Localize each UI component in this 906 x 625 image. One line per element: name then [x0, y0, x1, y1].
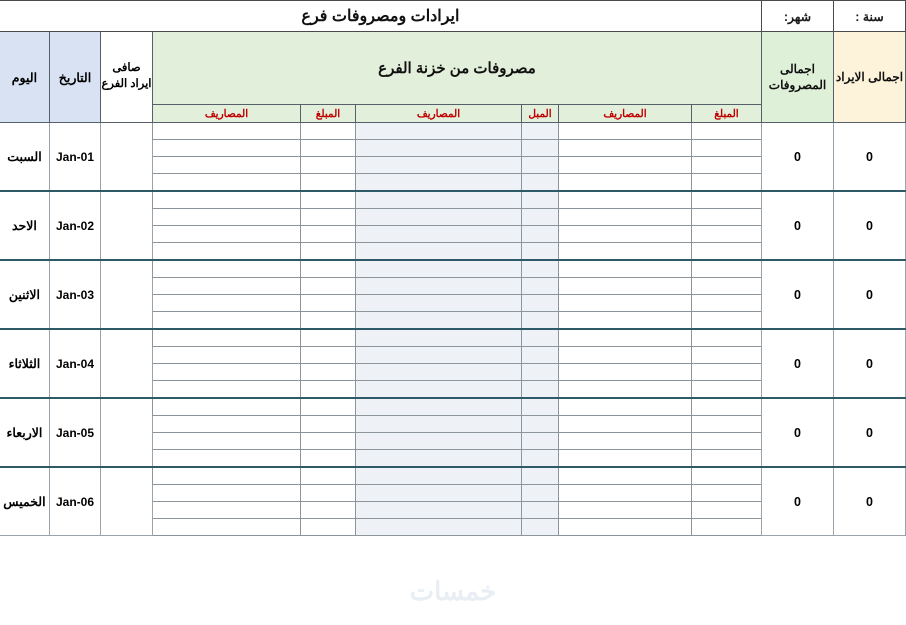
- cell-expense-desc[interactable]: [153, 450, 301, 468]
- cell-expense-desc[interactable]: [153, 243, 301, 261]
- cell-total-expenses[interactable]: 0: [762, 329, 834, 398]
- cell-expense-desc[interactable]: [356, 209, 522, 226]
- cell-expense-desc[interactable]: [153, 226, 301, 243]
- cell-expense-desc[interactable]: [559, 467, 692, 485]
- cell-total-expenses[interactable]: 0: [762, 123, 834, 192]
- cell-amount[interactable]: [522, 347, 559, 364]
- cell-expense-desc[interactable]: [153, 519, 301, 536]
- cell-expense-desc[interactable]: [356, 157, 522, 174]
- cell-expense-desc[interactable]: [153, 398, 301, 416]
- cell-net-revenue[interactable]: [101, 398, 153, 467]
- cell-amount[interactable]: [301, 433, 356, 450]
- cell-expense-desc[interactable]: [559, 157, 692, 174]
- cell-expense-desc[interactable]: [153, 381, 301, 399]
- cell-amount[interactable]: [522, 364, 559, 381]
- cell-amount[interactable]: [301, 140, 356, 157]
- cell-expense-desc[interactable]: [356, 450, 522, 468]
- cell-amount[interactable]: [692, 157, 762, 174]
- cell-date[interactable]: 04-Jan: [50, 329, 101, 398]
- cell-amount[interactable]: [692, 278, 762, 295]
- cell-amount[interactable]: [522, 329, 559, 347]
- cell-total-expenses[interactable]: 0: [762, 398, 834, 467]
- cell-amount[interactable]: [692, 140, 762, 157]
- cell-expense-desc[interactable]: [559, 278, 692, 295]
- cell-total-revenue[interactable]: 0: [834, 467, 906, 536]
- cell-expense-desc[interactable]: [153, 433, 301, 450]
- cell-amount[interactable]: [522, 416, 559, 433]
- cell-expense-desc[interactable]: [153, 209, 301, 226]
- cell-expense-desc[interactable]: [559, 140, 692, 157]
- cell-net-revenue[interactable]: [101, 191, 153, 260]
- title-row: [0, 1, 906, 32]
- year-label-cell: سنة :: [834, 1, 906, 32]
- cell-amount[interactable]: [692, 364, 762, 381]
- cell-expense-desc[interactable]: [559, 260, 692, 278]
- cell-expense-desc[interactable]: [356, 312, 522, 330]
- cell-net-revenue[interactable]: [101, 329, 153, 398]
- cell-expense-desc[interactable]: [153, 329, 301, 347]
- cell-amount[interactable]: [301, 295, 356, 312]
- cell-expense-desc[interactable]: [559, 433, 692, 450]
- cell-amount[interactable]: [692, 485, 762, 502]
- cell-expense-desc[interactable]: [559, 174, 692, 192]
- cell-expense-desc[interactable]: [153, 278, 301, 295]
- cell-amount[interactable]: [301, 226, 356, 243]
- cell-expense-desc[interactable]: [559, 312, 692, 330]
- cell-amount[interactable]: [522, 381, 559, 399]
- cell-amount[interactable]: [692, 381, 762, 399]
- header-day: اليوم: [0, 32, 50, 123]
- cell-expense-desc[interactable]: [356, 485, 522, 502]
- cell-expense-desc[interactable]: [559, 519, 692, 536]
- cell-amount[interactable]: [692, 312, 762, 330]
- cell-amount[interactable]: [522, 174, 559, 192]
- cell-amount[interactable]: [301, 123, 356, 140]
- cell-amount[interactable]: [692, 295, 762, 312]
- cell-net-revenue[interactable]: [101, 260, 153, 329]
- subheader-amount-3: المبلغ: [692, 105, 762, 123]
- subheader-amount-1: المبلغ: [301, 105, 356, 123]
- cell-amount[interactable]: [301, 157, 356, 174]
- cell-day[interactable]: الاحد: [0, 191, 50, 260]
- cell-amount[interactable]: [692, 416, 762, 433]
- cell-amount[interactable]: [301, 260, 356, 278]
- cell-amount[interactable]: [522, 295, 559, 312]
- cell-amount[interactable]: [692, 467, 762, 485]
- cell-day[interactable]: الاربعاء: [0, 398, 50, 467]
- cell-expense-desc[interactable]: [559, 209, 692, 226]
- cell-date[interactable]: 02-Jan: [50, 191, 101, 260]
- cell-total-revenue[interactable]: 0: [834, 191, 906, 260]
- cell-amount[interactable]: [692, 260, 762, 278]
- cell-expense-desc[interactable]: [153, 485, 301, 502]
- cell-amount[interactable]: [692, 209, 762, 226]
- cell-net-revenue[interactable]: [101, 123, 153, 192]
- cell-expense-desc[interactable]: [153, 295, 301, 312]
- cell-amount[interactable]: [692, 519, 762, 536]
- cell-amount[interactable]: [692, 450, 762, 468]
- cell-expense-desc[interactable]: [559, 381, 692, 399]
- cell-expense-desc[interactable]: [356, 502, 522, 519]
- cell-amount[interactable]: [522, 278, 559, 295]
- cell-amount[interactable]: [522, 157, 559, 174]
- cell-expense-desc[interactable]: [153, 191, 301, 209]
- cell-amount[interactable]: [301, 519, 356, 536]
- cell-date[interactable]: 03-Jan: [50, 260, 101, 329]
- cell-expense-desc[interactable]: [153, 364, 301, 381]
- header-net-branch-revenue: صافى ايراد الفرع: [101, 32, 153, 123]
- cell-expense-desc[interactable]: [153, 467, 301, 485]
- cell-amount[interactable]: [522, 191, 559, 209]
- cell-expense-desc[interactable]: [559, 398, 692, 416]
- cell-date[interactable]: 06-Jan: [50, 467, 101, 536]
- cell-expense-desc[interactable]: [559, 329, 692, 347]
- cell-date[interactable]: 05-Jan: [50, 398, 101, 467]
- cell-amount[interactable]: [522, 433, 559, 450]
- cell-amount[interactable]: [301, 347, 356, 364]
- cell-expense-desc[interactable]: [356, 260, 522, 278]
- cell-amount[interactable]: [522, 243, 559, 261]
- cell-expense-desc[interactable]: [559, 485, 692, 502]
- table-row: [0, 329, 906, 347]
- cell-amount[interactable]: [301, 364, 356, 381]
- cell-expense-desc[interactable]: [153, 157, 301, 174]
- cell-amount[interactable]: [522, 140, 559, 157]
- header-date: التاريخ: [50, 32, 101, 123]
- subheader-expenses-1: المصاريف: [153, 105, 301, 123]
- cell-total-expenses[interactable]: 0: [762, 467, 834, 536]
- cell-expense-desc[interactable]: [153, 416, 301, 433]
- subheader-expenses-3: المصاريف: [559, 105, 692, 123]
- cell-amount[interactable]: [301, 467, 356, 485]
- cell-amount[interactable]: [301, 398, 356, 416]
- cell-expense-desc[interactable]: [356, 467, 522, 485]
- cell-total-revenue[interactable]: 0: [834, 329, 906, 398]
- cell-expense-desc[interactable]: [153, 123, 301, 140]
- cell-amount[interactable]: [692, 433, 762, 450]
- cell-amount[interactable]: [522, 519, 559, 536]
- cell-expense-desc[interactable]: [356, 364, 522, 381]
- cell-expense-desc[interactable]: [559, 226, 692, 243]
- cell-amount[interactable]: [692, 243, 762, 261]
- cell-expense-desc[interactable]: [559, 416, 692, 433]
- cell-expense-desc[interactable]: [356, 519, 522, 536]
- table-row: [0, 398, 906, 416]
- cell-expense-desc[interactable]: [356, 278, 522, 295]
- cell-expense-desc[interactable]: [559, 191, 692, 209]
- cell-amount[interactable]: [522, 260, 559, 278]
- cell-expense-desc[interactable]: [356, 243, 522, 261]
- cell-amount[interactable]: [301, 416, 356, 433]
- cell-amount[interactable]: [301, 485, 356, 502]
- cell-expense-desc[interactable]: [153, 502, 301, 519]
- cell-expense-desc[interactable]: [356, 398, 522, 416]
- cell-expense-desc[interactable]: [356, 347, 522, 364]
- header-total-expenses: اجمالى المصروفات: [762, 32, 834, 123]
- cell-net-revenue[interactable]: [101, 467, 153, 536]
- cell-amount[interactable]: [692, 226, 762, 243]
- cell-total-revenue[interactable]: 0: [834, 260, 906, 329]
- cell-expense-desc[interactable]: [356, 433, 522, 450]
- cell-total-revenue[interactable]: 0: [834, 123, 906, 192]
- cell-amount[interactable]: [301, 243, 356, 261]
- table-row: [0, 123, 906, 140]
- table-row: [0, 467, 906, 485]
- table-row: [0, 260, 906, 278]
- cell-day[interactable]: الاثنين: [0, 260, 50, 329]
- cell-amount[interactable]: [692, 123, 762, 140]
- cell-amount[interactable]: [522, 123, 559, 140]
- cell-amount[interactable]: [301, 450, 356, 468]
- cell-expense-desc[interactable]: [356, 123, 522, 140]
- header-row: [0, 32, 906, 105]
- cell-expense-desc[interactable]: [356, 295, 522, 312]
- cell-total-expenses[interactable]: 0: [762, 191, 834, 260]
- watermark: خمسات: [409, 576, 497, 606]
- cell-expense-desc[interactable]: [559, 243, 692, 261]
- cell-amount[interactable]: [522, 226, 559, 243]
- cell-expense-desc[interactable]: [559, 450, 692, 468]
- cell-amount[interactable]: [301, 502, 356, 519]
- cell-expense-desc[interactable]: [559, 295, 692, 312]
- cell-expense-desc[interactable]: [356, 174, 522, 192]
- subheader-amount-2: المبل: [522, 105, 559, 123]
- month-label-cell: شهر:: [762, 1, 834, 32]
- cell-expense-desc[interactable]: [356, 140, 522, 157]
- cell-day[interactable]: السبت: [0, 123, 50, 192]
- cell-expense-desc[interactable]: [559, 123, 692, 140]
- cell-amount[interactable]: [692, 174, 762, 192]
- cell-amount[interactable]: [522, 209, 559, 226]
- cell-expense-desc[interactable]: [153, 140, 301, 157]
- cell-expense-desc[interactable]: [153, 347, 301, 364]
- cell-amount[interactable]: [522, 485, 559, 502]
- header-total-revenue: اجمالى الايراد: [834, 32, 906, 123]
- table-body: [0, 123, 906, 536]
- cell-amount[interactable]: [301, 174, 356, 192]
- cell-amount[interactable]: [301, 209, 356, 226]
- cell-amount[interactable]: [522, 502, 559, 519]
- cell-amount[interactable]: [301, 329, 356, 347]
- cell-amount[interactable]: [692, 191, 762, 209]
- cell-date[interactable]: 01-Jan: [50, 123, 101, 192]
- cell-amount[interactable]: [301, 381, 356, 399]
- cell-expense-desc[interactable]: [153, 312, 301, 330]
- cell-amount[interactable]: [692, 398, 762, 416]
- cell-day[interactable]: الثلاثاء: [0, 329, 50, 398]
- cell-expense-desc[interactable]: [559, 347, 692, 364]
- cell-day[interactable]: الخميس: [0, 467, 50, 536]
- cell-amount[interactable]: [522, 450, 559, 468]
- cell-expense-desc[interactable]: [356, 191, 522, 209]
- subheader-expenses-2: المصاريف: [356, 105, 522, 123]
- cell-expense-desc[interactable]: [356, 416, 522, 433]
- cell-expense-desc[interactable]: [356, 381, 522, 399]
- header-branch-safe-expenses: مصروفات من خزنة الفرع: [153, 32, 762, 105]
- cell-amount[interactable]: [692, 329, 762, 347]
- table-row: [0, 191, 906, 209]
- cell-expense-desc[interactable]: [153, 260, 301, 278]
- cell-amount[interactable]: [301, 191, 356, 209]
- cell-amount[interactable]: [301, 278, 356, 295]
- cell-amount[interactable]: [301, 312, 356, 330]
- cell-amount[interactable]: [692, 502, 762, 519]
- page-title: ايرادات ومصروفات فرع: [0, 1, 762, 32]
- cell-total-revenue[interactable]: 0: [834, 398, 906, 467]
- cell-expense-desc[interactable]: [559, 364, 692, 381]
- cell-amount[interactable]: [522, 312, 559, 330]
- cell-expense-desc[interactable]: [153, 174, 301, 192]
- cell-expense-desc[interactable]: [559, 502, 692, 519]
- cell-amount[interactable]: [522, 398, 559, 416]
- cell-amount[interactable]: [522, 467, 559, 485]
- cell-expense-desc[interactable]: [356, 226, 522, 243]
- cell-total-expenses[interactable]: 0: [762, 260, 834, 329]
- cell-amount[interactable]: [692, 347, 762, 364]
- cell-expense-desc[interactable]: [356, 329, 522, 347]
